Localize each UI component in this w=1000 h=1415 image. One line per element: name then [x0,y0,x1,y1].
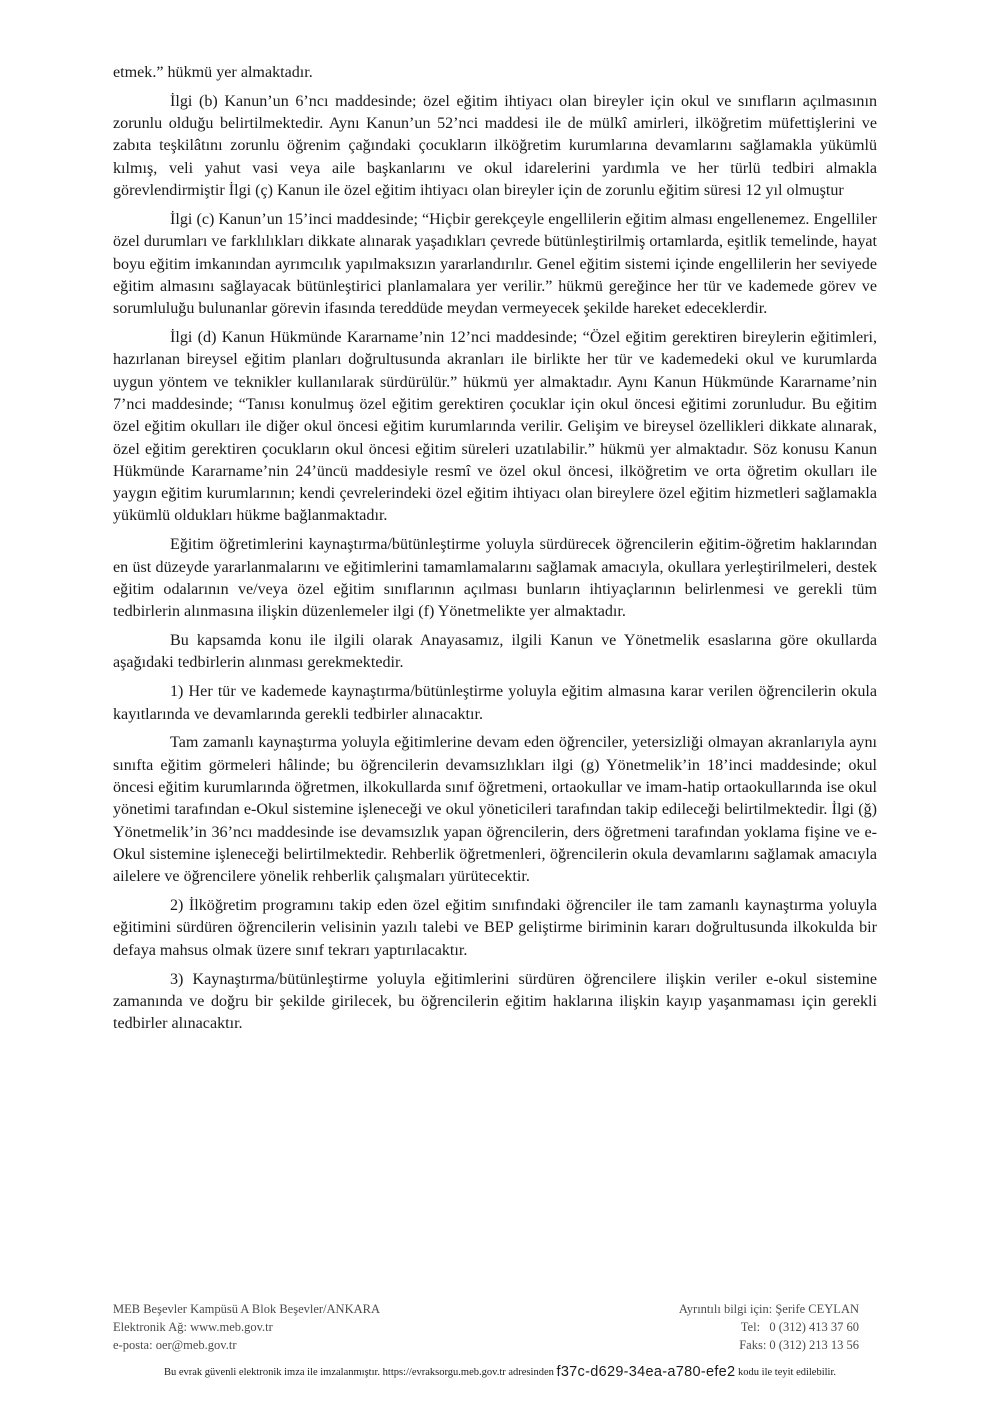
paragraph: İlgi (c) Kanun’un 15’inci maddesinde; “Hiçbir gerekçeyle engellilerin eğitim alması engellenemez. Engelliler özel durumları ve farklılıkları dikkate alınarak yaşadıkları çevrede bütünleştirilmiş ortamlarda, eşitlik temelinde, hayat boyu eğitim imkanından ayrımcılık yapılmaksızın yararlandırılır. Genel eğitim sistemi içinde engellilerin her seviyede eğitim almasını sağlayacak bütünleştirici planlamalara yer verilir.” hükmü gereğince her tür ve kademede görev ve sorumluluğu bulunanlar görevin ifasında tereddüde meydan vermeyecek şekilde hareket edeceklerdir. [113,210,877,318]
footer-fax: Faks: 0 (312) 213 13 56 [739,1338,859,1352]
paragraph: etmek.” hükmü yer almaktadır. [113,64,313,81]
footer-contact-block [679,1300,859,1354]
footer-address: MEB Beşevler Kampüsü A Blok Beşevler/ANKARA [113,1302,380,1316]
footer-email: e-posta: oer@meb.gov.tr [113,1338,237,1352]
paragraph: İlgi (d) Kanun Hükmünde Kararname’nin 12’nci maddesinde; “Özel eğitim gerektiren bireylerin eğitimleri, hazırlanan bireysel eğitim planları doğrultusunda akranları ile birlikte her tür ve kademedeki okul ve kurumlarda uygun yöntem ve teknikler kullanılarak sürdürülür.” hükmü yer almaktadır. Aynı Kanun Hükmünde Kararname’nin 7’nci maddesinde; “Tanısı konulmuş özel eğitim gerektiren çocuklar için okul öncesi eğitimi zorunludur. Bu eğitim özel eğitim okulları ile diğer okul öncesi eğitim kurumlarında verilir. Gelişim ve bireysel özellikleri dikkate alınarak, özel eğitim gerektiren çocukların okul öncesi eğitim süreleri uzatılabilir.” hükmü yer almaktadır. Söz konusu Kanun Hükmünde Kararname’nin 24’üncü maddesiyle resmî ve özel okul öncesi, ilköğretim ve orta öğretim okulları ile yaygın eğitim kurumlarının; kendi çevrelerindeki özel eğitim ihtiyacı olan bireylere özel eğitim hizmetleri sağlamakla yükümlü oldukları hükme bağlanmaktadır. [113,329,877,525]
paragraph: 1) Her tür ve kademede kaynaştırma/bütünleştirme yoluyla eğitim almasına karar verilen öğrencilerin okula kayıtlarında ve devamlarında gerekli tedbirler alınacaktır. [113,683,877,723]
verification-code: f37c-d629-34ea-a780-efe2 [556,1364,736,1380]
footer-contact: Ayrıntılı bilgi için: Şerife CEYLAN [678,1302,859,1316]
paragraph: 2) İlköğretim programını takip eden özel eğitim sınıfındaki öğrenciler ile tam zamanlı kaynaştırma yoluyla eğitimini sürdüren öğrencilerin velisinin yazılı talebi ve BEP geliştirme biriminin kararı doğrultusunda ilkokulda bir defaya mahsus olmak üzere sınıf tekrarı yaptırılacaktır. [113,897,877,959]
verification-prefix: Bu evrak güvenli elektronik imza ile imzalanmıştır. https://evraksorgu.meb.gov.tr adresinden [163,1367,554,1378]
footer-address-block [113,1300,380,1354]
paragraph: 3) Kaynaştırma/bütünleştirme yoluyla eğitimlerini sürdüren öğrencilere ilişkin veriler e-okul sistemine zamanında ve doğru bir şekilde girilecek, bu öğrencilerin eğitim haklarına ilişkin kayıp yaşanmaması için gerekli tedbirler alınacaktır. [113,970,877,1033]
paragraph: Tam zamanlı kaynaştırma yoluyla eğitimlerine devam eden öğrenciler, yetersizliği olmayan akranlarıyla aynı sınıfta eğitim görmeleri hâlinde; bu öğrencilerin devamsızlıkları ilgi (g) Yönetmelik’in 18’inci maddesinde; okul öncesi eğitim kurumlarında öğretmen, ilkokullarda sınıf öğretmeni, ortaokullar ve imam-hatip ortaokullarında ise okul yönetimi tarafından e-Okul sistemine işleneceği ve okul yöneticileri tarafından takip edileceği belirtilmektedir. İlgi (ğ) Yönetmelik’in 36’ncı maddesinde ise devamsızlık yapan öğrencilerin, ders öğretmeni tarafından yoklama fişine ve e-Okul sistemine işleneceği belirtilmektedir. Rehberlik öğretmenleri, öğrencilerin okula devamlarını sağlamak amacıyla ailelere ve öğrencilere yönelik rehberlik çalışmaları yürütecektir. [113,734,877,886]
document-body [113,62,877,1042]
paragraph: Bu kapsamda konu ile ilgili olarak Anayasamız, ilgili Kanun ve Yönetmelik esaslarına göre okullarda aşağıdaki tedbirlerin alınması gerekmektedir. [113,632,877,672]
paragraph: İlgi (b) Kanun’un 6’ncı maddesinde; özel eğitim ihtiyacı olan bireyler için okul ve sınıfların açılmasının zorunlu olduğu belirtilmektedir. Aynı Kanun’un 52’nci maddesi ile de mülkî amirleri, ilköğretim müfettişlerini ve zabıta teşkilâtını zorunlu öğrenim çağındaki çocukların ilköğretim kurumlarına devamlarını sağlamakla yükümlü kılmış, veli yahut vasi veya aile başkanlarını ve okul idarelerini yardımla ve her türlü tedbiri almakla görevlendirmiştir İlgi (ç) Kanun ile özel eğitim ihtiyacı olan bireyler için de zorunlu eğitim süresi 12 yıl olmuştur [113,92,877,200]
verification-line [0,1364,1000,1381]
footer-tel: Tel: 0 (312) 413 37 60 [740,1320,859,1334]
paragraph: Eğitim öğretimlerini kaynaştırma/bütünleştirme yoluyla sürdürecek öğrencilerin eğitim-öğretim haklarından en üst düzeyde yararlanmalarını ve eğitimlerini tamamlamalarını sağlamak amacıyla, okullara yerleştirilmeleri, destek eğitim odalarının ve/veya özel eğitim sınıflarının açılması bunların ihtiyaçlarının belirlenmesi ve gerekli tüm tedbirlerin alınmasına ilişkin düzenlemeler ilgi (f) Yönetmelikte yer almaktadır. [113,536,877,621]
footer-network: Elektronik Ağ: www.meb.gov.tr [113,1320,273,1334]
verification-suffix: kodu ile teyit edilebilir. [738,1367,837,1378]
